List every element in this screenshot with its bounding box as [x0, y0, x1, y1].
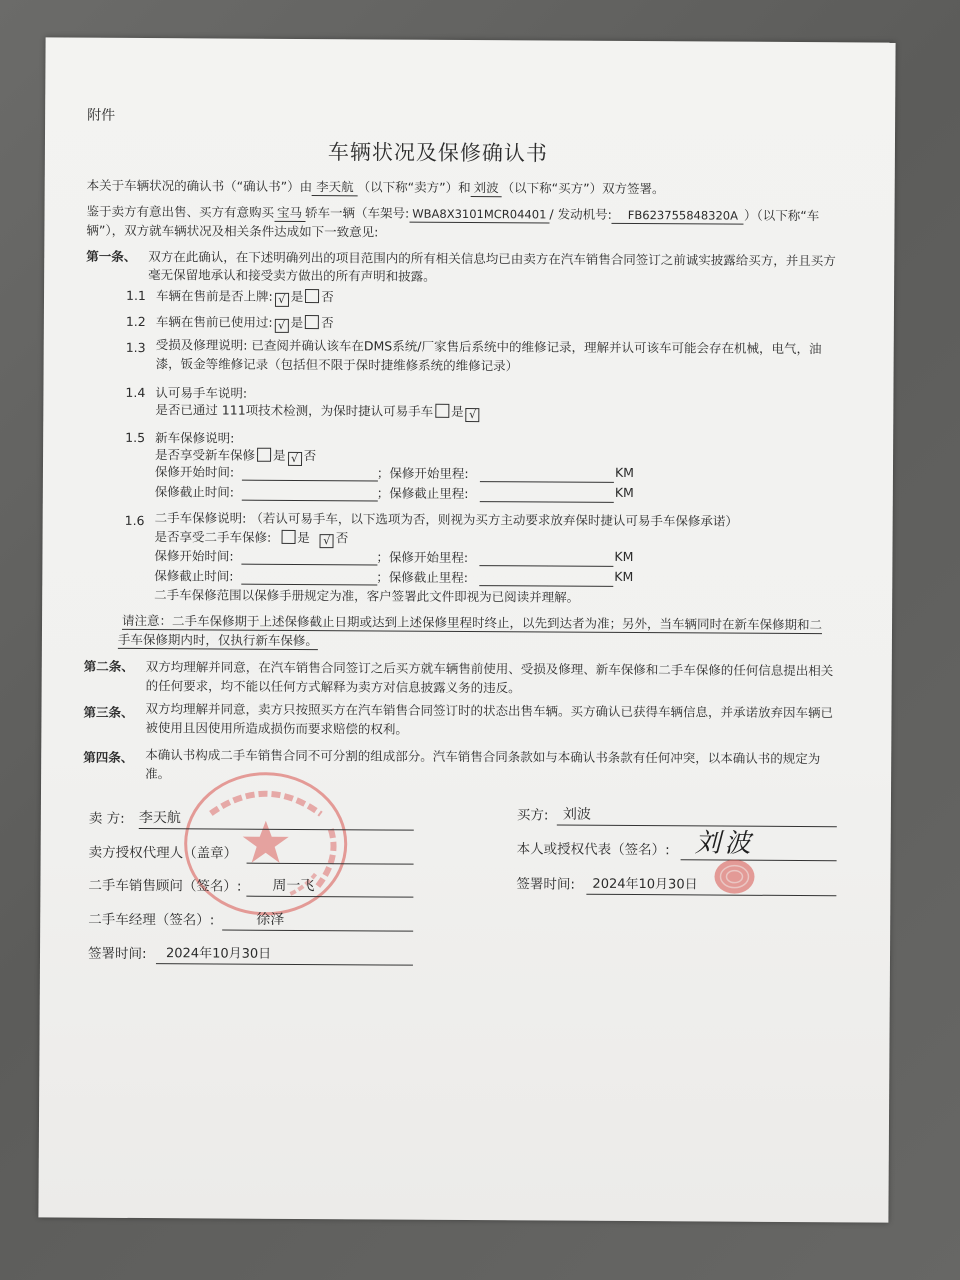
item-1-3-line-2: 漆，钣金等维修记录（包括但不限于保时捷维修系统的维修记录） — [155, 356, 519, 374]
item-1-6-scope: 二手车保修范围以保修手册规定为准，客户签署此文件即视为已阅读并理解。 — [154, 587, 580, 605]
buyer-field[interactable] — [557, 808, 837, 828]
buyer-name: 刘波 — [562, 806, 591, 823]
manager-name: 徐泽 — [256, 911, 285, 928]
checkbox-1-6-no[interactable]: √ — [320, 534, 334, 548]
item-1-4-number: 1.4 — [125, 384, 146, 401]
item-1-2-number: 1.2 — [125, 313, 146, 330]
article-1-line-1: 双方在此确认，在下述明确列出的项目范围内的所有相关信息均已由卖方在汽车销售合同签订之前诚实披露给买方，并且买方 — [148, 249, 836, 269]
checkbox-1-2-yes[interactable]: √ — [275, 319, 289, 333]
article-3-line-1: 双方均理解并同意，卖方只按照买方在汽车销售合同签订时的状态出售车辆。买方确认已获得车辆信息，并承诺放弃因车辆已 — [145, 701, 834, 721]
checkbox-1-4-no[interactable]: √ — [466, 408, 480, 422]
vehicle-line-2: 辆”），双方就车辆状况及相关条件达成如下一致意见: — [86, 222, 379, 240]
document-title: 车辆状况及保修确认书 — [327, 140, 548, 166]
rep-label: 本人或授权代表（签名）: — [516, 841, 670, 859]
item-1-2: 车辆在售前已使用过: √ 是 否 — [155, 314, 334, 332]
vehicle-line-1: 鉴于卖方有意出售、买方有意购买 宝马 轿车一辆（车架号: WBA8X3101MCR04401 / 发动机号: FB623755848320A ）（以下称“车 — [86, 203, 820, 224]
item-1-6-end-km-unit: KM — [614, 568, 634, 585]
advisor-field[interactable] — [246, 879, 413, 898]
vehicle-vin: WBA8X3101MCR04401 — [409, 206, 549, 224]
checkbox-1-5-yes[interactable] — [257, 448, 271, 462]
attachment-label: 附件 — [87, 107, 116, 124]
seller-field[interactable] — [139, 811, 414, 831]
buyer-label: 买方: — [516, 807, 549, 824]
article-4-label: 第四条、 — [83, 749, 134, 765]
seller-date-field[interactable] — [156, 946, 413, 966]
seller-name: 李天航 — [138, 809, 181, 827]
article-2-line-1: 双方均理解并同意，在汽车销售合同签订之后买方就车辆售前使用、受损及修理、新车保修和二手车保修的任何信息提出相关 — [145, 659, 834, 679]
item-1-5-end-time-field[interactable] — [242, 485, 378, 502]
item-1-6-start-time-field[interactable] — [241, 549, 377, 566]
seller-label: 卖 方: — [88, 810, 125, 827]
intro-buyer: 刘波 — [471, 180, 502, 197]
item-1-4-line-1: 认可易手车说明: — [155, 385, 248, 401]
article-4-line-1: 本确认书构成二手车销售合同不可分割的组成部分。汽车销售合同条款如与本确认书条款有任何冲突，以本确认书的规定为 — [145, 747, 821, 767]
document-page — [38, 37, 895, 1222]
article-1-line-2: 毫无保留地承认和接受卖方做出的所有声明和披露。 — [148, 267, 436, 284]
item-1-5-end-km-field[interactable] — [480, 486, 614, 503]
checkbox-1-5-no[interactable]: √ — [288, 452, 302, 466]
rep-field[interactable] — [681, 828, 837, 861]
item-1-6-start-km-unit: KM — [614, 548, 634, 565]
checkbox-1-4-yes[interactable] — [435, 404, 449, 418]
item-1-5-start-km-unit: KM — [614, 464, 634, 481]
item-1-3-line-1: 受损及修理说明: 已查阅并确认该车在DMS系统/厂家售后系统中的维修记录，理解并认可该车可能会存在机械，电气，油 — [155, 337, 822, 357]
item-1-5-line-2: 是否享受新车保修 是 √ 否 — [155, 447, 317, 465]
vehicle-engine: FB623755848320A — [612, 207, 744, 225]
item-1-5-end-km-label: ；保修截止里程: — [376, 485, 469, 502]
item-1-3-number: 1.3 — [125, 339, 146, 356]
notice-line-1: 请注意：二手车保修期于上述保修截止日期或达到上述保修里程时终止，以先到达者为准；另外，当车辆同时在新车保修期和二 — [122, 612, 823, 633]
buyer-date: 2024年10月30日 — [592, 876, 698, 893]
intro-line: 本关于车辆状况的确认书（“确认书”）由 李天航 （以下称“卖方”）和 刘波 （以下称“买方”）双方签署。 — [86, 177, 665, 197]
item-1-1-number: 1.1 — [125, 287, 146, 304]
article-1-label: 第一条、 — [86, 248, 137, 264]
seller-date: 2024年10月30日 — [165, 946, 272, 962]
article-3-line-2: 被使用且因使用所造成损伤而要求赔偿的权利。 — [145, 720, 408, 737]
notice-line-2: 手车保修期内时，仅执行新车保修。 — [117, 631, 318, 649]
advisor-name: 周一飞 — [272, 877, 315, 895]
item-1-6-number: 1.6 — [124, 512, 145, 529]
advisor-label: 二手车销售顾问（签名）: — [88, 877, 242, 895]
item-1-6-end-km-field[interactable] — [479, 570, 613, 587]
item-1-6-start-time-label: 保修开始时间: — [154, 548, 234, 564]
agent-label: 卖方授权代理人（盖章） — [88, 844, 238, 862]
item-1-6-end-time-label: 保修截止时间: — [154, 568, 234, 584]
buyer-date-label: 签署时间: — [516, 876, 576, 893]
item-1-5-number: 1.5 — [125, 429, 146, 446]
agent-field[interactable] — [247, 846, 414, 865]
article-4-line-2: 准。 — [145, 766, 171, 782]
item-1-5-line-1: 新车保修说明: — [155, 430, 235, 446]
item-1-5-start-time-field[interactable] — [242, 465, 378, 482]
manager-label: 二手车经理（签名）: — [88, 911, 215, 929]
item-1-6-end-time-field[interactable] — [241, 569, 377, 586]
item-1-5-end-km-unit: KM — [614, 484, 634, 501]
vehicle-brand: 宝马 — [274, 205, 305, 222]
item-1-5-start-km-field[interactable] — [480, 466, 614, 483]
article-3-label: 第三条、 — [83, 704, 134, 720]
item-1-5-start-km-label: ；保修开始里程: — [376, 465, 469, 482]
intro-seller: 李天航 — [312, 179, 358, 196]
article-2-line-2: 的任何要求，均不能以任何方式解释为卖方对信息披露义务的违反。 — [145, 678, 521, 696]
item-1-5-start-time-label: 保修开始时间: — [154, 464, 235, 480]
buyer-date-field[interactable] — [586, 877, 836, 897]
item-1-1: 车辆在售前是否上牌: √ 是 否 — [155, 288, 334, 306]
article-2-label: 第二条、 — [83, 658, 134, 674]
item-1-5-end-time-label: 保修截止时间: — [154, 484, 235, 500]
item-1-6-start-km-field[interactable] — [479, 550, 613, 567]
manager-field[interactable] — [222, 913, 413, 932]
checkbox-1-2-no[interactable] — [305, 315, 319, 329]
item-1-4-line-2: 是否已通过 111项技术检测，为保时捷认可易手车 是 √ — [155, 402, 481, 422]
item-1-6-line-1: 二手车保修说明: （若认可易手车，以下选项为否，则视为买方主动要求放弃保时捷认可易手车保修承诺） — [154, 510, 738, 529]
checkbox-1-6-yes[interactable] — [281, 530, 295, 544]
item-1-6-start-km-label: ；保修开始里程: — [376, 549, 469, 566]
item-1-6-end-km-label: ；保修截止里程: — [376, 569, 469, 586]
checkbox-1-1-yes[interactable]: √ — [275, 293, 289, 307]
checkbox-1-1-no[interactable] — [305, 289, 319, 303]
item-1-6-line-2: 是否享受二手车保修: 是 √ 否 — [154, 529, 349, 548]
seller-date-label: 签署时间: — [87, 945, 147, 963]
buyer-handwritten-signature: 刘波 — [694, 828, 755, 859]
